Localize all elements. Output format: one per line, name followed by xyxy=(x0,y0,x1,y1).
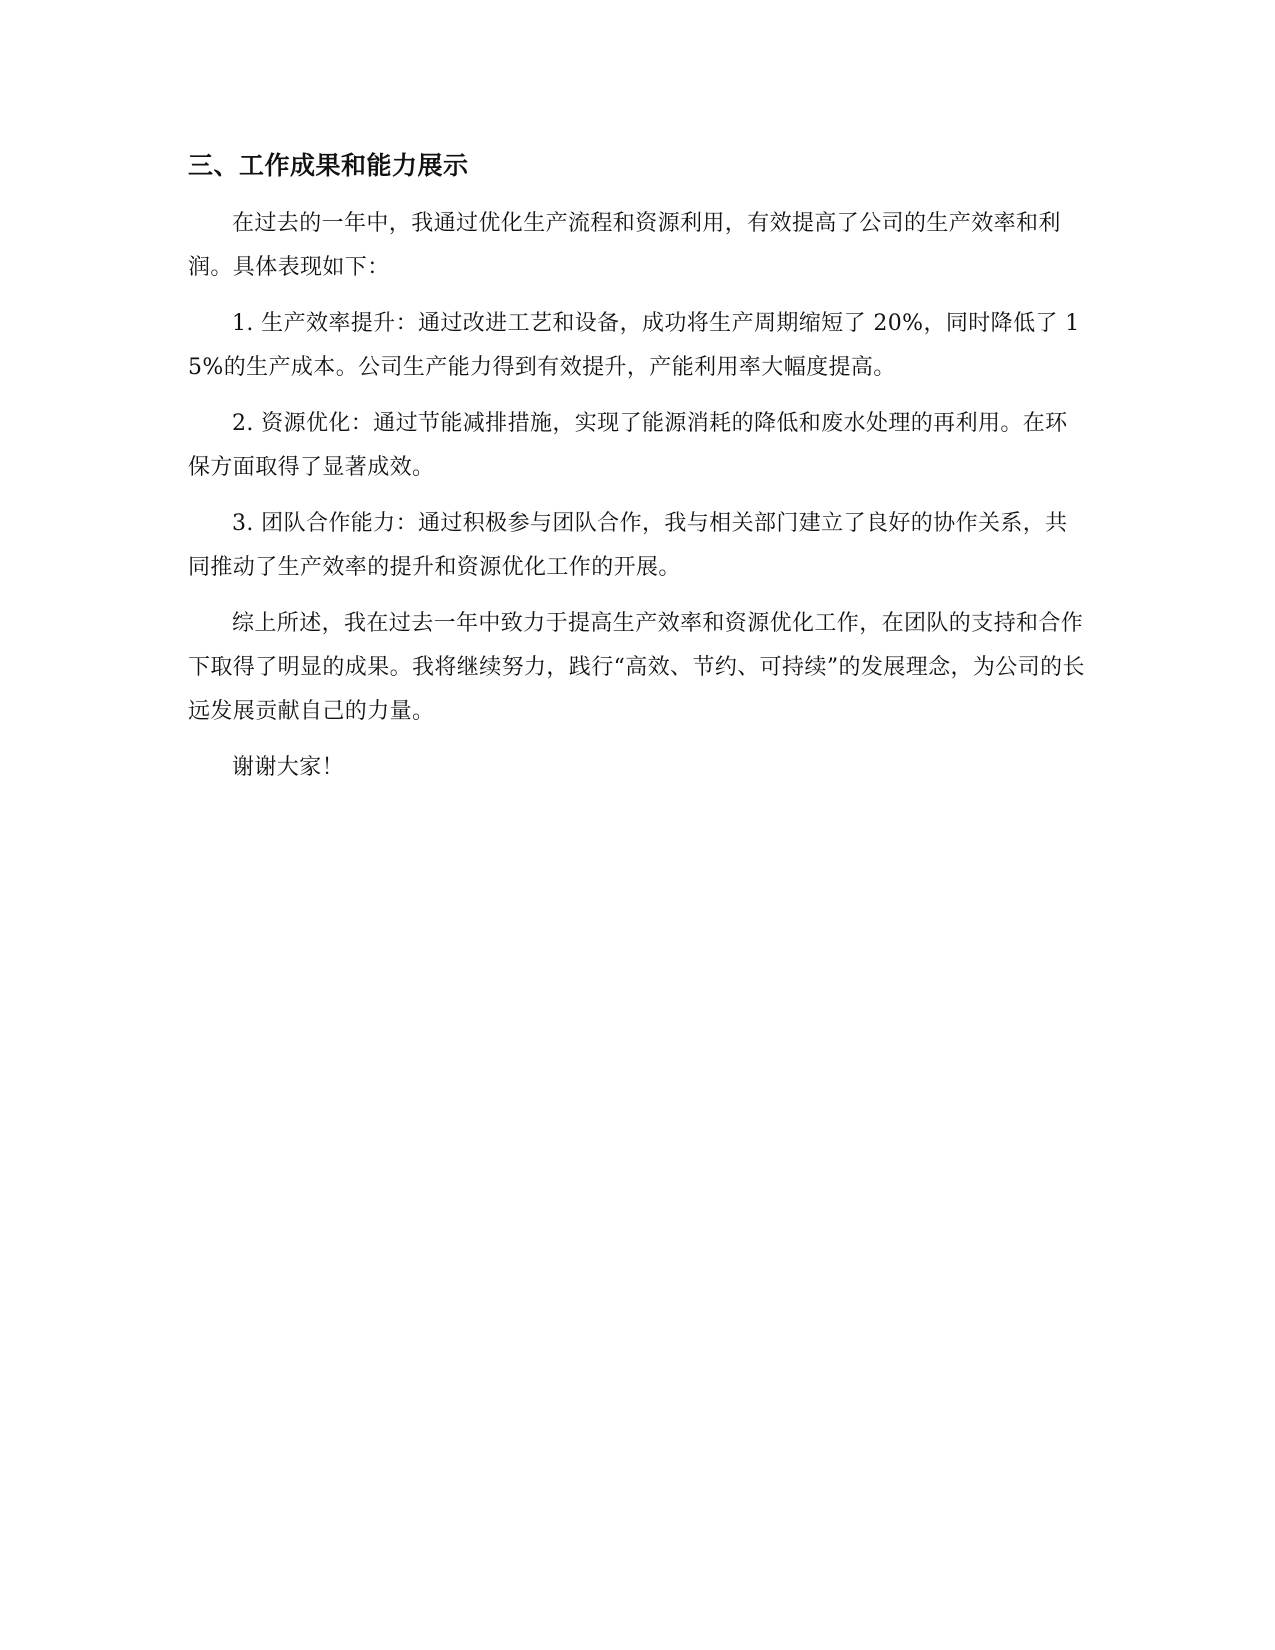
list-item-teamwork: 3. 团队合作能力：通过积极参与团队合作，我与相关部门建立了良好的协作关系，共同推动了生产效率的提升和资源优化工作的开展。 xyxy=(188,511,1068,580)
document-body xyxy=(188,148,1088,802)
summary-paragraph: 综上所述，我在过去一年中致力于提高生产效率和资源优化工作，在团队的支持和合作下取得了明显的成果。我将继续努力，践行“高效、节约、可持续”的发展理念，为公司的长远发展贡献自己的力量。 xyxy=(188,611,1085,724)
list-item-resources: 2. 资源优化：通过节能减排措施，实现了能源消耗的降低和废水处理的再利用。在环保方面取得了显著成效。 xyxy=(188,411,1068,480)
section-heading: 三、工作成果和能力展示 xyxy=(188,151,469,180)
list-item-efficiency: 1. 生产效率提升：通过改进工艺和设备，成功将生产周期缩短了 20%，同时降低了 15%的生产成本。公司生产能力得到有效提升，产能利用率大幅度提高。 xyxy=(188,311,1080,380)
intro-paragraph: 在过去的一年中，我通过优化生产流程和资源利用，有效提高了公司的生产效率和利润。具体表现如下： xyxy=(188,211,1061,280)
closing-thanks: 谢谢大家！ xyxy=(232,755,345,780)
